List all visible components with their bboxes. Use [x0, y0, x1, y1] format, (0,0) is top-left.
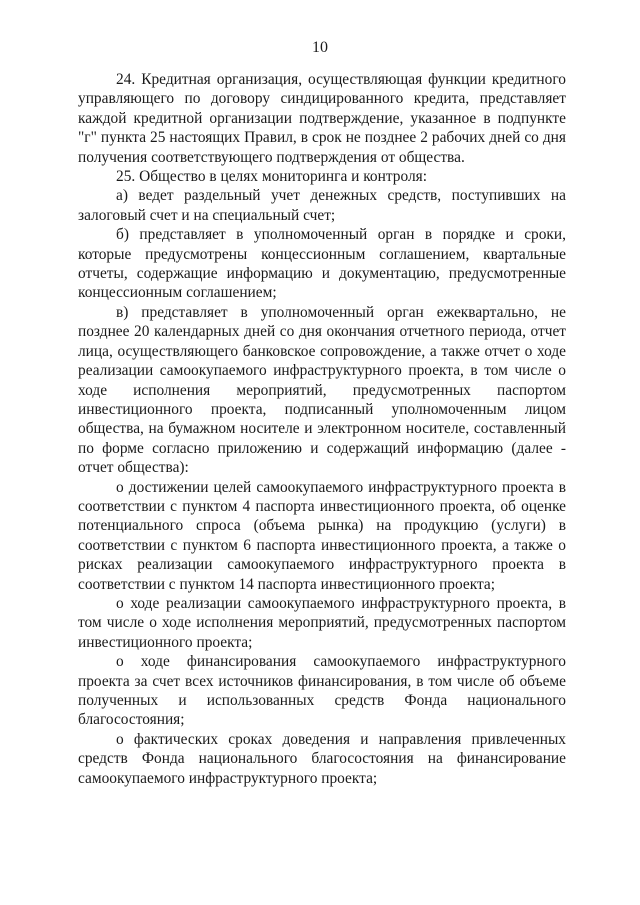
paragraph-24: 24. Кредитная организация, осуществляющая функции кредитного управляющего по договору синдицированного кредита, представляет каждой кредитной организации подтверждение, указанное в подпункте "г" пункта 25 настоящих Правил, в срок не позднее 2 рабочих дней со дня получения соответствующего подтверждения от общества. — [78, 71, 566, 166]
paragraph-deadlines: о фактических сроках доведения и направления привлеченных средств Фонда национального благосостояния на финансирование самоокупаемого инфраструктурного проекта; — [78, 730, 566, 787]
paragraph-25: 25. Общество в целях мониторинга и контроля: — [116, 168, 427, 186]
page-number: 10 — [312, 39, 328, 56]
paragraph-financing: о ходе финансирования самоокупаемого инфраструктурного проекта за счет всех источников финансирования, в том числе об объеме полученных и использованных средств Фонда национального благосостояния; — [78, 653, 566, 729]
paragraph-implementation: о ходе реализации самоокупаемого инфраструктурного проекта, в том числе о ходе исполнения мероприятий, предусмотренных паспортом инвестиционного проекта; — [78, 594, 566, 651]
paragraph-25-v: в) представляет в уполномоченный орган ежеквартально, не позднее 20 календарных дней со дня окончания отчетного периода, отчет лица, осуществляющего банковское сопровождение, а также отчет о ходе реализации самоокупаемого инфраструктурного проекта, в том числе о ходе исполнения мероприятий, предусмотренных паспортом инвестиционного проекта, подписанный уполномоченным лицом общества, на бумажном носителе и электронном носителе, составленный по форме согласно приложению и содержащий информацию (далее - отчет общества): — [78, 303, 566, 477]
paragraph-goals: о достижении целей самоокупаемого инфраструктурного проекта в соответствии с пунктом 4 паспорта инвестиционного проекта, об оценке потенциального спроса (объема рынка) на продукцию (услуги) в соответствии с пунктом 6 паспорта инвестиционного проекта, а также о рисках реализации самоокупаемого инфраструктурного проекта в соответствии с пунктом 14 паспорта инвестиционного проекта; — [78, 478, 566, 593]
paragraph-25-a: а) ведет раздельный учет денежных средств, поступивших на залоговый счет и на специальный счет; — [78, 187, 566, 224]
paragraph-25-b: б) представляет в уполномоченный орган в порядке и сроки, которые предусмотрены концессионным соглашением, квартальные отчеты, содержащие информацию и документацию, предусмотренные концессионным соглашением; — [78, 226, 566, 302]
document-body — [78, 70, 566, 788]
